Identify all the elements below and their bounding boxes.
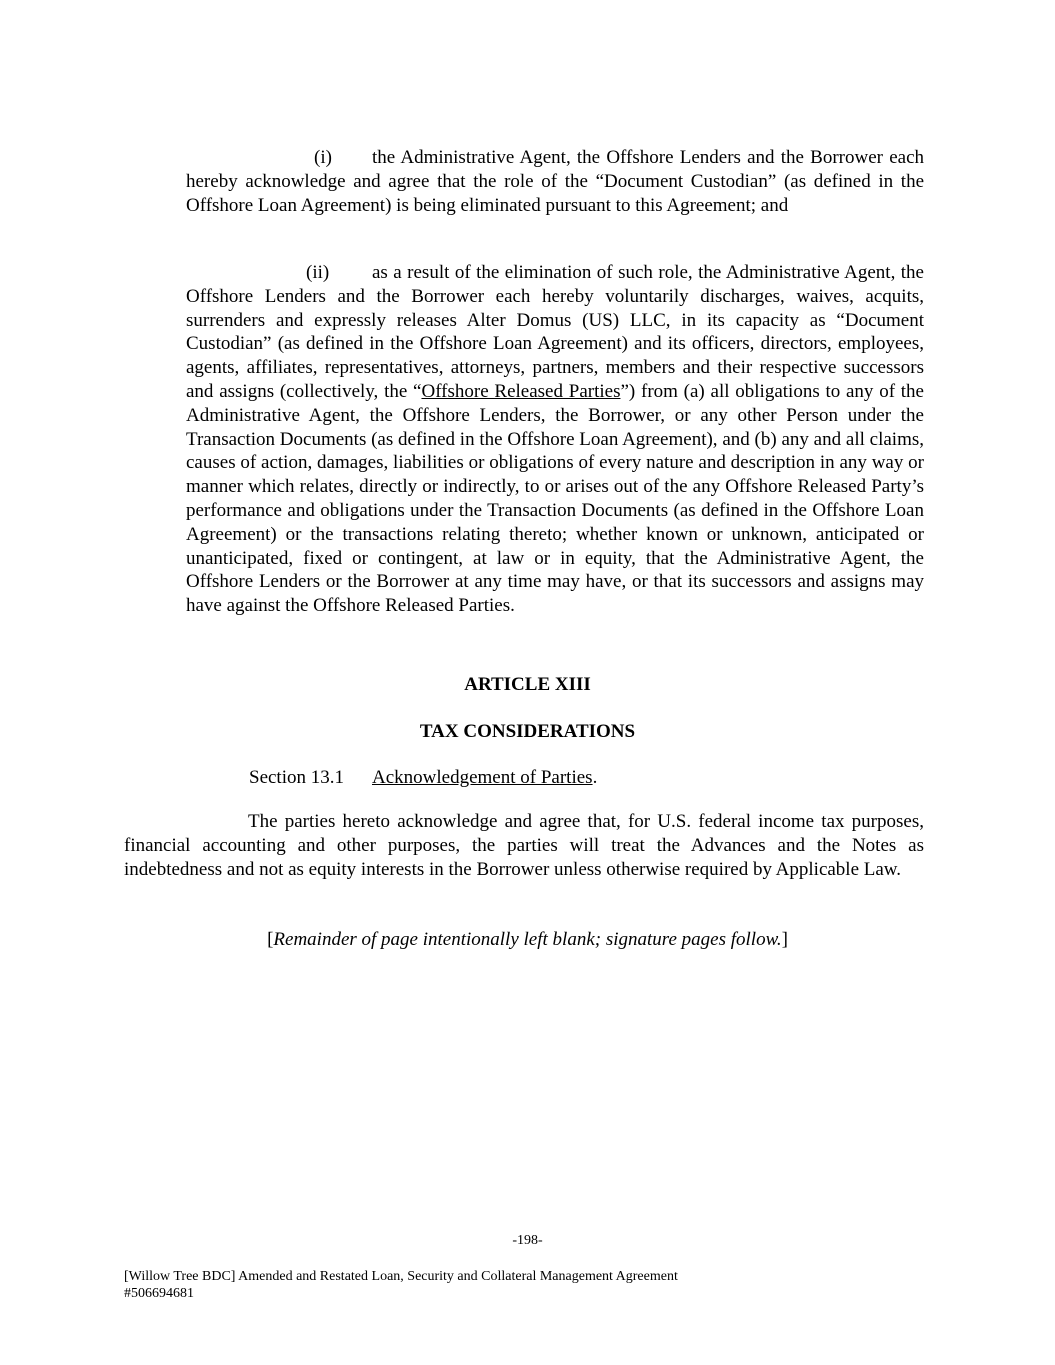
remainder-notice: [0, 928, 1055, 952]
article-title: TAX CONSIDERATIONS: [419, 721, 636, 742]
clause-i-text: the Administrative Agent, the Offshore Lenders and the Borrower each hereby acknowledge and agree that the role of the “Document Custodian” (as defined in the Offshore Loan Agreement) is being eliminated pursuant to this Agreement; and: [186, 147, 924, 216]
clause-ii-label: (ii): [306, 262, 330, 283]
page-number: -198-: [512, 1233, 543, 1248]
clause-ii-text-before: as a result of the elimination of such role, the Administrative Agent, the Offshore Lenders and the Borrower each hereby voluntarily discharges, waives, acquits, surrenders and expressly releases Alter Domus (US) LLC, in its capacity as “Document Custodian” (as defined in the Offshore Loan Agreement) and its officers, directors, employees, agents, affiliates, representatives, attorneys, partners, members and their respective successors and assigns (collectively, the “: [186, 262, 924, 402]
section-heading: [249, 766, 597, 790]
section-title-period: .: [592, 767, 598, 788]
document-footer: [124, 1268, 678, 1302]
footer-doc-id: #506694681: [124, 1286, 194, 1301]
clause-ii: [186, 261, 924, 618]
remainder-close-bracket: ]: [781, 929, 788, 950]
tax-treatment-paragraph: The parties hereto acknowledge and agree that, for U.S. federal income tax purposes, financial accounting and other purposes, the parties will treat the Advances and the Notes as indebtedness and not as equity interests in the Borrower unless otherwise required by Applicable Law.: [124, 811, 924, 880]
remainder-text: Remainder of page intentionally left blank; signature pages follow.: [273, 929, 782, 950]
defined-term-offshore-released-parties: Offshore Released Parties: [421, 380, 621, 402]
section-number: Section 13.1: [249, 767, 344, 788]
article-number: ARTICLE XIII: [464, 674, 591, 695]
clause-i: [186, 146, 924, 217]
remainder-open-bracket: [: [267, 929, 274, 950]
clause-i-label: (i): [314, 147, 332, 168]
footer-title: [Willow Tree BDC] Amended and Restated Loan, Security and Collateral Management Agreement: [124, 1269, 678, 1284]
clause-ii-text-after: ”) from (a) all obligations to any of the Administrative Agent, the Offshore Lenders, the Borrower, or any other Person under the Transaction Documents (as defined in the Offshore Loan Agreement), and (b) any and all claims, causes of action, damages, liabilities or obligations of every nature and description in any way or manner which relates, directly or indirectly, to or arises out of the any Offshore Released Party’s performance and obligations under the Transaction Documents (as defined in the Offshore Loan Agreement) or the transactions relating thereto; whether known or unknown, anticipated or unanticipated, fixed or contingent, at law or in equity, that the Administrative Agent, the Offshore Lenders or the Borrower at any time may have, or that its successors and assigns may have against the Offshore Released Parties.: [186, 380, 924, 617]
section-title: Acknowledgement of Parties: [372, 767, 593, 788]
